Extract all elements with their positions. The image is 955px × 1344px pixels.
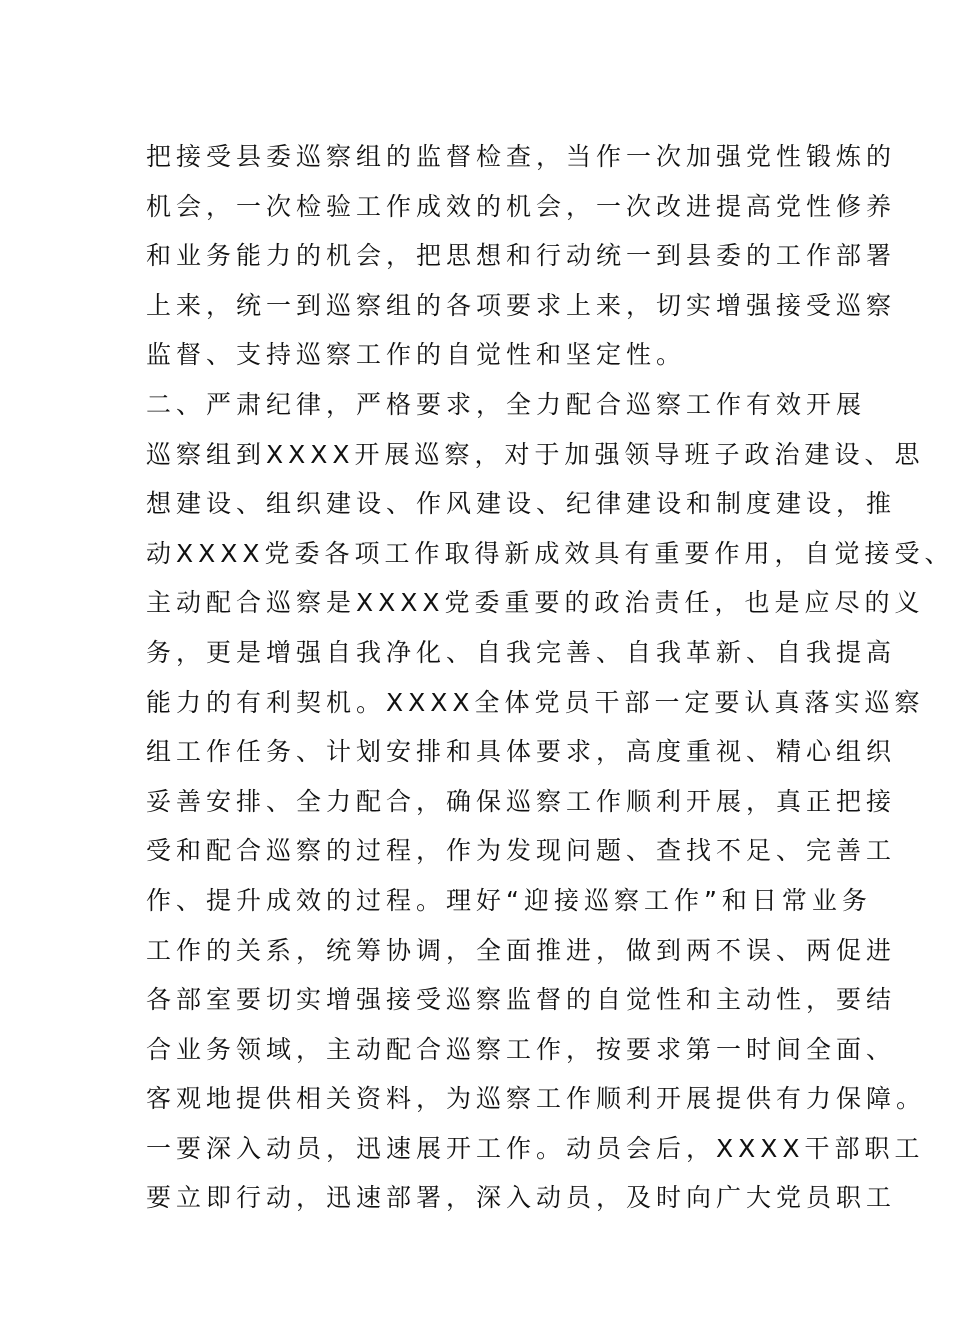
text-line-13: 组工作任务、计划安排和具体要求，高度重视、精心组织 [146,737,897,767]
text-line-4: 上来，统一到巡察组的各项要求上来，切实增强接受巡察 [146,290,897,320]
text-line-18: 各部室要切实增强接受巡察监督的自觉性和主动性，要结 [146,985,897,1015]
text-line-22: 要立即行动，迅速部署，深入动员，及时向广大党员职工 [146,1183,897,1213]
text-line-7: 巡察组到XXXX开展巡察，对于加强领导班子政治建设、思 [146,439,925,469]
text-line-21: 一要深入动员，迅速展开工作。动员会后，XXXX干部职工 [146,1133,925,1163]
text-line-17: 工作的关系，统筹协调，全面推进，做到两不误、两促进 [146,935,897,965]
text-line-8: 想建设、组织建设、作风建设、纪律建设和制度建设，推 [146,489,897,519]
document-body [146,132,955,1223]
text-line-16: 作、提升成效的过程。理好“迎接巡察工作”和日常业务 [146,885,872,915]
section-heading-2: 二、严肃纪律，严格要求，全力配合巡察工作有效开展 [146,389,867,419]
text-line-19: 合业务领域，主动配合巡察工作，按要求第一时间全面、 [146,1034,897,1064]
text-line-14: 妥善安排、全力配合，确保巡察工作顺利开展，真正把接 [146,786,897,816]
text-line-9: 动XXXX党委各项工作取得新成效具有重要作用，自觉接受、 [146,538,955,568]
text-line-2: 机会，一次检验工作成效的机会，一次改进提高党性修养 [146,191,897,221]
text-line-11: 务，更是增强自我净化、自我完善、自我革新、自我提高 [146,637,897,667]
text-line-15: 受和配合巡察的过程，作为发现问题、查找不足、完善工 [146,836,897,866]
text-line-10: 主动配合巡察是XXXX党委重要的政治责任，也是应尽的义 [146,588,925,618]
text-line-12: 能力的有利契机。XXXX全体党员干部一定要认真落实巡察 [146,687,925,717]
text-line-5: 监督、支持巡察工作的自觉性和坚定性。 [146,340,687,370]
text-line-20: 客观地提供相关资料，为巡察工作顺利开展提供有力保障。 [146,1084,927,1114]
text-line-3: 和业务能力的机会，把思想和行动统一到县委的工作部署 [146,241,897,271]
text-line-1: 把接受县委巡察组的监督检查，当作一次加强党性锻炼的 [146,142,897,171]
